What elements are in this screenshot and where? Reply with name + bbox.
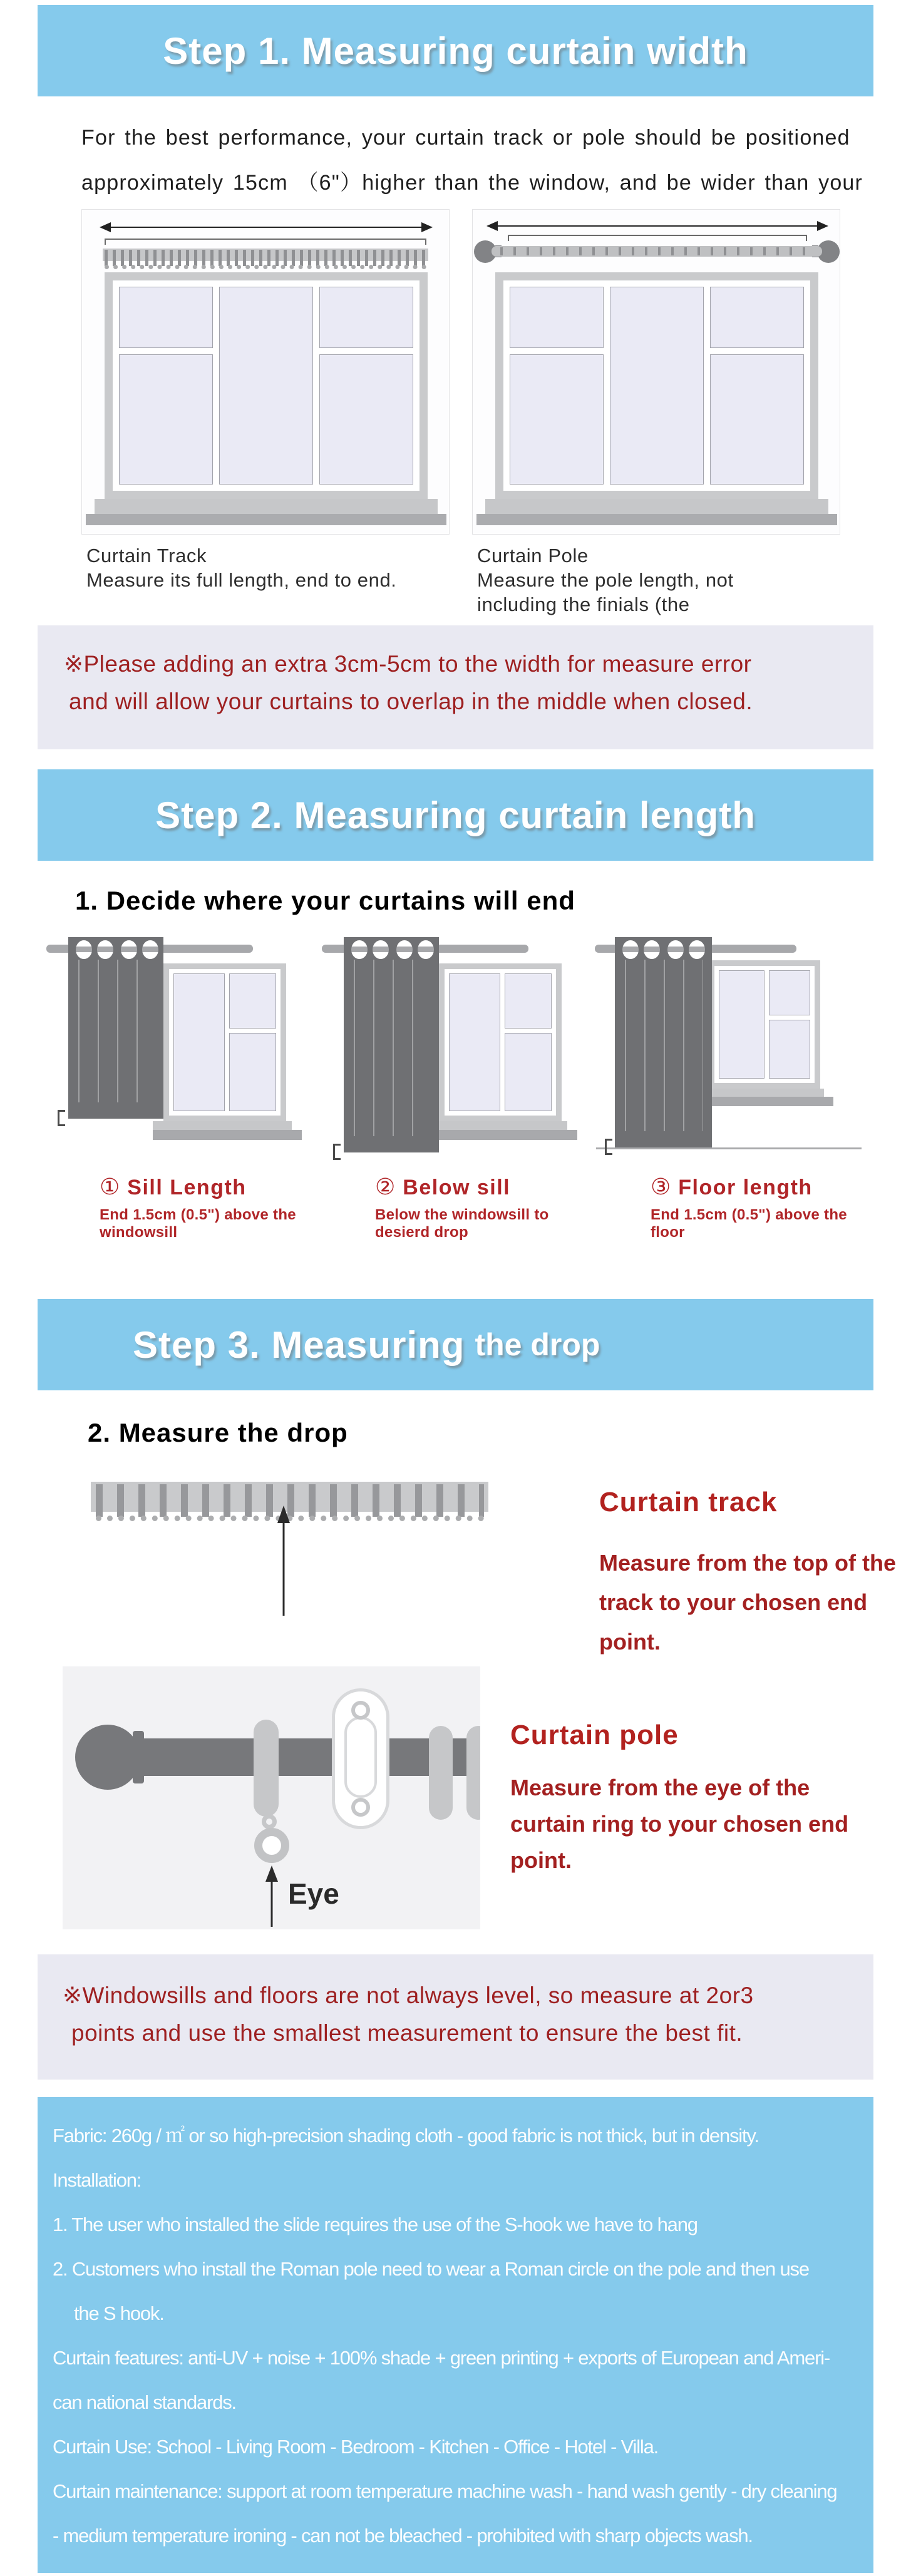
option-number: ②	[375, 1174, 396, 1199]
window	[495, 272, 818, 499]
windowsill	[485, 499, 828, 514]
screw-icon	[351, 1701, 370, 1720]
curtain-ring	[429, 1726, 453, 1820]
window-frame	[445, 969, 556, 1116]
window-frame	[169, 969, 281, 1116]
option-number: ③	[651, 1174, 671, 1199]
end-point-mark	[333, 1144, 341, 1160]
curtain-ring	[466, 1726, 480, 1820]
info-install-2b: the S hook.	[74, 2302, 164, 2324]
window-frame	[113, 280, 420, 491]
curtain-panel	[68, 937, 163, 1119]
curtain-pole-bar	[492, 246, 822, 257]
width-note	[38, 625, 873, 749]
option-number: ①	[100, 1174, 120, 1199]
window-pane	[710, 287, 804, 348]
option-title: Floor length	[678, 1176, 813, 1199]
track-caption-title: Curtain Track	[86, 545, 207, 567]
step3-header	[38, 1299, 873, 1390]
sill-length-caption	[100, 1174, 316, 1241]
window-column	[229, 973, 276, 1111]
window-pane	[610, 287, 704, 485]
curtain-panel	[344, 937, 439, 1152]
window-pane	[319, 354, 413, 485]
track-gliders	[105, 250, 426, 266]
pole-caption-title: Curtain Pole	[477, 545, 589, 567]
window-pane	[769, 1020, 810, 1079]
measure-bracket	[105, 239, 426, 245]
curtain-pole-diagram	[472, 209, 840, 535]
grommet-icon	[418, 940, 434, 959]
window-pane	[229, 1033, 276, 1111]
step3-subheading: 2. Measure the drop	[88, 1418, 348, 1447]
screw-icon	[351, 1798, 370, 1817]
window-pane	[505, 1033, 552, 1111]
curtain-ring	[254, 1720, 279, 1817]
window-column	[173, 973, 225, 1111]
floor-length-diagram	[591, 932, 867, 1165]
option-title: Sill Length	[127, 1176, 247, 1199]
grommet-icon	[644, 940, 660, 959]
info-fabric: Fabric: 260g / ㎡ or so high-precision shading cloth - good fabric is not thick, but in density.	[53, 2125, 759, 2147]
pole-caption-desc1: Measure the pole length, not	[477, 569, 734, 591]
windowsill-ledge	[699, 1097, 833, 1106]
pole-annotation	[510, 1720, 848, 1879]
info-use: Curtain Use: School - Living Room - Bedroom - Kitchen - Office - Hotel - Villa.	[53, 2436, 659, 2458]
window-pane	[119, 354, 213, 485]
window-column-center	[610, 287, 704, 485]
curtain-panel	[615, 937, 712, 1147]
ring-connector	[262, 1814, 277, 1829]
grommet-icon	[689, 940, 705, 959]
wall-bracket-arm	[344, 1716, 377, 1798]
pole-caption	[472, 543, 840, 617]
end-point-mark	[605, 1139, 612, 1155]
window-column-left	[510, 287, 604, 485]
window-pane	[119, 287, 213, 348]
step1-header: Step 1. Measuring curtain width	[38, 5, 873, 96]
info-features: Curtain features: anti-UV + noise + 100% shade + green printing + exports of European and Ameri-	[53, 2347, 830, 2369]
option-desc: End 1.5cm (0.5") above the floor	[651, 1206, 847, 1241]
level-note-line1: ※Windowsills and floors are not always level, so measure at 2or3	[63, 1983, 754, 2008]
windowsill-ledge	[86, 514, 446, 525]
grommet-icon	[142, 940, 158, 959]
width-note-line2: and will allow your curtains to overlap in the middle when closed.	[69, 689, 753, 714]
up-arrow-icon	[264, 1865, 280, 1928]
pole-finial-neck	[133, 1731, 144, 1783]
windowsill-ledge	[428, 1130, 577, 1140]
step1-intro	[81, 115, 881, 205]
info-maintenance-2: - medium temperature ironing - can not be bleached - prohibited with sharp objects wash.	[53, 2525, 753, 2547]
pole-annotation-line3: point.	[510, 1847, 572, 1873]
window-pane	[510, 354, 604, 485]
window	[163, 963, 286, 1121]
level-note-line2: points and use the smallest measurement to ensure the best fit.	[71, 2020, 743, 2046]
step1-diagrams	[81, 209, 906, 535]
window-pane	[510, 287, 604, 348]
info-install-2: 2. Customers who install the Roman pole need to wear a Roman circle on the pole and then use	[53, 2258, 809, 2280]
windowsill	[95, 499, 438, 514]
track-caption	[81, 543, 450, 617]
floor-line	[596, 1147, 862, 1149]
window-frame	[714, 966, 815, 1083]
window-pane	[710, 354, 804, 485]
track-caption-desc: Measure its full length, end to end.	[86, 569, 397, 591]
windowsill-ledge	[476, 514, 837, 525]
step2-header: Step 2. Measuring curtain length	[38, 769, 873, 861]
window-pane	[319, 287, 413, 348]
curtain-track-diagram	[81, 209, 450, 535]
window-pane	[229, 973, 276, 1029]
window-column-left	[119, 287, 213, 485]
window-pane	[219, 287, 313, 485]
level-note	[38, 1954, 873, 2080]
info-maintenance: Curtain maintenance: support at room temperature machine wash - hand wash gently - dry cleaning	[53, 2480, 837, 2502]
window-column	[769, 970, 810, 1079]
info-features-2: can national standards.	[53, 2391, 236, 2413]
product-info-section	[38, 2097, 873, 2573]
measure-bracket	[508, 235, 807, 241]
pole-annotation-line1: Measure from the eye of the	[510, 1775, 810, 1800]
below-sill-caption	[375, 1174, 591, 1241]
windowsill-ledge	[153, 1130, 302, 1140]
window	[105, 272, 428, 499]
windowsill	[699, 1089, 824, 1097]
pole-annotation-line2: curtain ring to your chosen end	[510, 1811, 849, 1837]
window-pane	[449, 973, 500, 1111]
pole-caption-desc2: including the finials (the	[477, 593, 690, 615]
window-column	[719, 970, 764, 1079]
step3-header-sub: the drop	[475, 1327, 600, 1362]
curtain-pole-closeup	[63, 1666, 480, 1929]
width-note-line1: ※Please adding an extra 3cm-5cm to the width for measure error	[64, 651, 752, 677]
option-desc: Below the windowsill to desierd drop	[375, 1206, 549, 1241]
track-annotation	[599, 1487, 906, 1661]
grommet-icon	[373, 940, 389, 959]
track-annotation-line2: track to your chosen end point.	[599, 1589, 868, 1655]
step1-intro-line2: approximately 15cm （6"）higher than the window, and be wider than your	[81, 171, 863, 195]
below-sill-diagram	[316, 932, 591, 1165]
grommet-icon	[351, 940, 368, 959]
window-pane	[505, 973, 552, 1029]
grommet-icon	[76, 940, 92, 959]
grommet-icon	[97, 940, 113, 959]
curtain-length-options	[40, 932, 906, 1241]
window-pane	[719, 970, 764, 1079]
pole-annotation-title: Curtain pole	[510, 1720, 679, 1750]
info-install-1: 1. The user who installed the slide requires the use of the S-hook we have to hang	[53, 2214, 698, 2235]
option-sill-length	[40, 932, 316, 1241]
window-pane	[769, 970, 810, 1015]
grommet-icon	[667, 940, 684, 959]
pole-finial	[75, 1725, 140, 1790]
info-installation: Installation:	[53, 2169, 142, 2191]
option-floor-length	[591, 932, 867, 1241]
window-column	[505, 973, 552, 1111]
window-frame	[503, 280, 810, 491]
track-annotation-title: Curtain track	[599, 1487, 778, 1517]
step2-subheading: 1. Decide where your curtains will end	[75, 886, 575, 915]
up-arrow-icon	[275, 1506, 292, 1618]
step3-header-main: Step 3. Measuring	[133, 1323, 465, 1366]
pole-rings	[500, 247, 813, 255]
end-point-mark	[58, 1110, 65, 1126]
grommet-icon	[622, 940, 639, 959]
width-arrow-icon	[100, 220, 433, 235]
track-glider-loops	[105, 265, 426, 269]
option-below-sill	[316, 932, 591, 1241]
grommet-icon	[396, 940, 413, 959]
ring-eye	[254, 1828, 289, 1863]
window-column-center	[219, 287, 313, 485]
measure-track-section	[91, 1475, 906, 1655]
windowsill	[153, 1121, 292, 1130]
step1-intro-line1: For the best performance, your curtain track or pole should be positioned	[81, 126, 850, 150]
width-arrow-icon	[486, 218, 828, 233]
track-annotation-line1: Measure from the top of the	[599, 1550, 897, 1576]
grommet-icon	[121, 940, 137, 959]
window-pane	[173, 973, 225, 1111]
window-column	[449, 973, 500, 1111]
window	[709, 960, 820, 1089]
sill-length-diagram	[40, 932, 316, 1165]
window-column-right	[710, 287, 804, 485]
measure-pole-section	[0, 1666, 906, 1929]
floor-length-caption	[651, 1174, 867, 1241]
curtain-track-bar	[103, 249, 428, 261]
window	[439, 963, 562, 1121]
option-title: Below sill	[403, 1176, 511, 1199]
step1-captions	[81, 543, 906, 617]
window-column-right	[319, 287, 413, 485]
option-desc: End 1.5cm (0.5") above the windowsill	[100, 1206, 296, 1241]
eye-label: Eye	[288, 1877, 339, 1910]
windowsill	[428, 1121, 567, 1130]
